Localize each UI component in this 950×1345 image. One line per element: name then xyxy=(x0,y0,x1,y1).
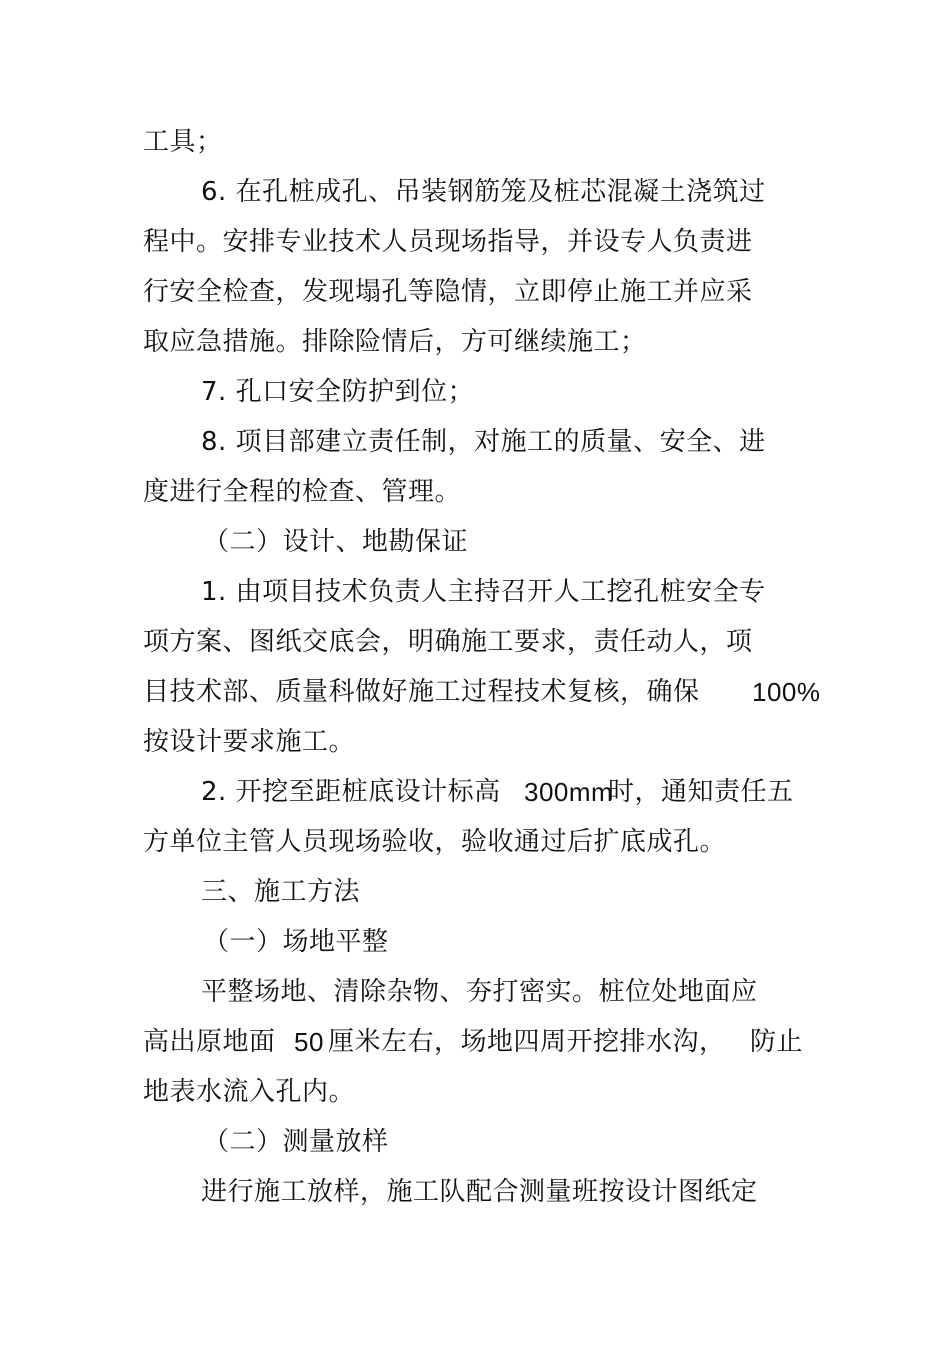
section-heading xyxy=(203,1122,389,1162)
line-text: （一）场地平整 xyxy=(203,927,389,957)
section-heading xyxy=(203,522,468,562)
line-text: 地表水流入孔内。 xyxy=(143,1077,356,1107)
text-line xyxy=(143,1072,355,1112)
text-line xyxy=(143,822,726,862)
text-line xyxy=(608,772,794,812)
text-line-number xyxy=(752,672,821,712)
line-text: 度进行全程的检查、管理。 xyxy=(143,477,462,507)
line-text: 三、施工方法 xyxy=(201,877,361,907)
line-text: 工具； xyxy=(143,127,223,157)
line-text: 进行施工放样，施工队配合测量班按设计图纸定 xyxy=(201,1177,758,1207)
line-text: 项方案、图纸交底会，明确施工要求，责任动人，项 xyxy=(143,627,753,657)
line-text: 按设计要求施工。 xyxy=(143,727,356,757)
text-line xyxy=(143,722,355,762)
section-heading xyxy=(201,872,360,912)
text-line-number xyxy=(524,772,613,812)
line-text: 厘米左右，场地四周开挖排水沟， xyxy=(328,1027,726,1057)
text-line xyxy=(143,122,223,162)
text-line xyxy=(328,1022,726,1062)
line-text: 取应急措施。排除险情后，方可继续施工； xyxy=(143,327,647,357)
line-text: 300mm xyxy=(524,777,614,807)
line-text: 100% xyxy=(752,677,821,707)
text-line xyxy=(143,222,753,262)
line-text: 高出原地面 xyxy=(143,1027,276,1057)
line-text: 2. 开挖至距桩底设计标高 xyxy=(201,777,501,807)
text-line-number xyxy=(294,1022,324,1062)
line-text: 方单位主管人员现场验收，验收通过后扩底成孔。 xyxy=(143,827,727,857)
section-heading xyxy=(203,922,389,962)
line-text: 50 xyxy=(294,1027,324,1057)
line-text: （二）测量放样 xyxy=(203,1127,389,1157)
text-line xyxy=(201,772,501,812)
text-line xyxy=(143,1022,276,1062)
text-line xyxy=(143,322,647,362)
line-text: 行安全检查，发现塌孔等隐情，立即停止施工并应采 xyxy=(143,277,753,307)
text-line xyxy=(201,972,758,1012)
text-line xyxy=(201,172,766,212)
line-text: 时，通知责任五 xyxy=(608,777,794,807)
line-text: 1. 由项目技术负责人主持召开人工挖孔桩安全专 xyxy=(201,577,766,607)
line-text: 目技术部、质量科做好施工过程技术复核，确保 xyxy=(143,677,700,707)
text-line xyxy=(201,572,766,612)
line-text: 平整场地、清除杂物、夯打密实。桩位处地面应 xyxy=(201,977,758,1007)
text-line xyxy=(143,472,461,512)
line-text: 防止 xyxy=(750,1027,804,1057)
line-text: 8. 项目部建立责任制，对施工的质量、安全、进 xyxy=(201,427,766,457)
line-text: 6. 在孔桩成孔、吊装钢筋笼及桩芯混凝土浇筑过 xyxy=(201,177,766,207)
text-line xyxy=(201,422,766,462)
text-line xyxy=(750,1022,803,1062)
text-line xyxy=(201,372,474,412)
text-line xyxy=(143,622,753,662)
line-text: 7. 孔口安全防护到位； xyxy=(201,377,475,407)
text-line xyxy=(201,1172,758,1212)
text-line xyxy=(143,672,700,712)
line-text: 程中。安排专业技术人员现场指导，并设专人负责进 xyxy=(143,227,753,257)
text-line xyxy=(143,272,753,312)
line-text: （二）设计、地勘保证 xyxy=(203,527,469,557)
